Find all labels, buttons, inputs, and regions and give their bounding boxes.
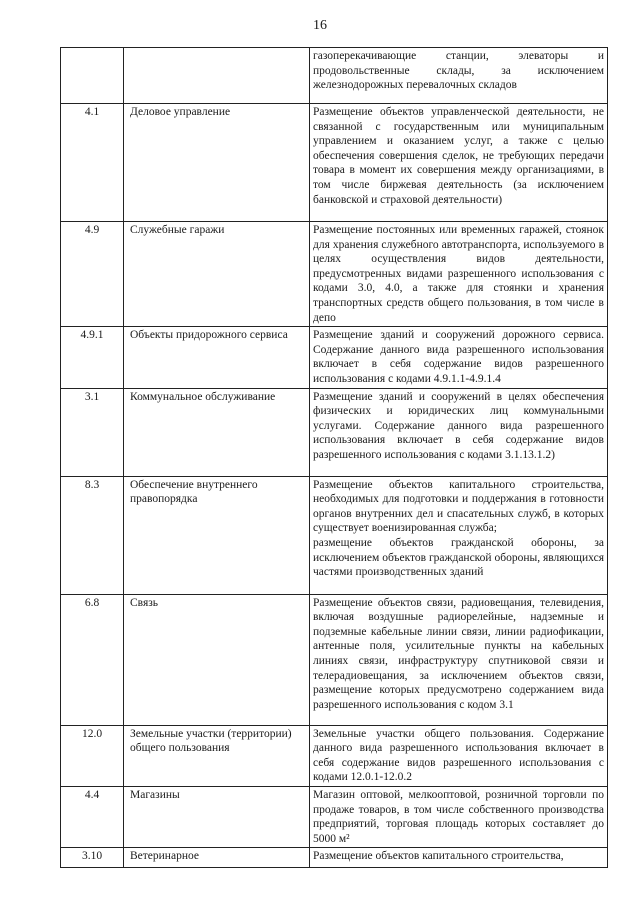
row-description: Размещение постоянных или временных гаражей, стоянок для хранения служебного автотранспорта, используемого в целях осуществления видов деятельности, предусмотренных видами разрешенного использования с кодами 3.0, 4.0, а также для стоянки и хранения транспортных средств общего пользования, в том числе в депо	[310, 222, 608, 327]
row-description	[310, 476, 608, 594]
row-code: 3.10	[61, 848, 124, 868]
table-row	[61, 388, 608, 476]
row-code: 4.1	[61, 104, 124, 222]
row-name: Служебные гаражи	[124, 222, 310, 327]
row-description-part: размещение объектов гражданской обороны, за исключением объектов гражданской обороны, являющихся частями производственных зданий	[313, 536, 604, 579]
row-name: Магазины	[124, 786, 310, 847]
row-description: Размещение объектов управленческой деятельности, не связанной с государственным или муниципальным управлением и оказанием услуг, а также с целью обеспечения совершения сделок, не требующих передачи товара в момент их совершения между организациями, в том числе биржевая деятельность (за исключением банковской и страховой деятельности)	[310, 104, 608, 222]
row-code: 4.4	[61, 786, 124, 847]
row-description: Размещение объектов связи, радиовещания, телевидения, включая воздушные радиорелейные, надземные и подземные кабельные линии связи, линии радиофикации, антенные поля, усилительные пункты на кабельных линиях связи, инфраструктуру спутниковой связи и телерадиовещания, за исключением объектов связи, размещение которых предусмотрено содержанием вида разрешенного использования с кодом 3.1	[310, 594, 608, 725]
table-row	[61, 327, 608, 388]
row-description: Размещение зданий и сооружений в целях обеспечения физических и юридических лиц коммунальными услугами. Содержание данного вида разрешенного использования включает в себя содержание видов разрешенного использования с кодами 3.1.13.1.2)	[310, 388, 608, 476]
row-code: 6.8	[61, 594, 124, 725]
row-description: газоперекачивающие станции, элеваторы и продовольственные склады, за исключением железнодорожных перевалочных складов	[310, 48, 608, 104]
table-row	[61, 786, 608, 847]
row-description-part: Размещение объектов капитального строительства, необходимых для подготовки и поддержания в готовности органов внутренних дел и спасательных служб, в которых существует военизированная служба;	[313, 478, 604, 535]
row-name: Земельные участки (территории) общего пользования	[124, 725, 310, 786]
table-row	[61, 725, 608, 786]
table-row	[61, 594, 608, 725]
row-name: Обеспечение внутреннего правопорядка	[124, 476, 310, 594]
row-name	[124, 48, 310, 104]
row-code: 12.0	[61, 725, 124, 786]
row-name: Объекты придорожного сервиса	[124, 327, 310, 388]
row-name: Ветеринарное	[124, 848, 310, 868]
row-description: Земельные участки общего пользования. Содержание данного вида разрешенного использования включает в себя содержание видов разрешенного использования с кодами 12.0.1-12.0.2	[310, 725, 608, 786]
row-name: Деловое управление	[124, 104, 310, 222]
table-row	[61, 222, 608, 327]
row-code: 4.9.1	[61, 327, 124, 388]
row-description: Размещение объектов капитального строительства,	[310, 848, 608, 868]
row-description: Магазин оптовой, мелкооптовой, розничной торговли по продаже товаров, в том числе собственного производства предприятий, торговая площадь которых составляет до 5000 м²	[310, 786, 608, 847]
row-name: Коммунальное обслуживание	[124, 388, 310, 476]
row-name: Связь	[124, 594, 310, 725]
table-row	[61, 848, 608, 868]
page-number: 16	[313, 18, 327, 33]
row-description: Размещение зданий и сооружений дорожного сервиса. Содержание данного вида разрешенного использования включает в себя содержание видов разрешенного использования с кодами 4.9.1.1-4.9.1.4	[310, 327, 608, 388]
land-use-table	[60, 47, 608, 868]
row-code: 4.9	[61, 222, 124, 327]
table-row	[61, 476, 608, 594]
row-code: 3.1	[61, 388, 124, 476]
row-code: 8.3	[61, 476, 124, 594]
row-code	[61, 48, 124, 104]
table-row	[61, 104, 608, 222]
table-row	[61, 48, 608, 104]
